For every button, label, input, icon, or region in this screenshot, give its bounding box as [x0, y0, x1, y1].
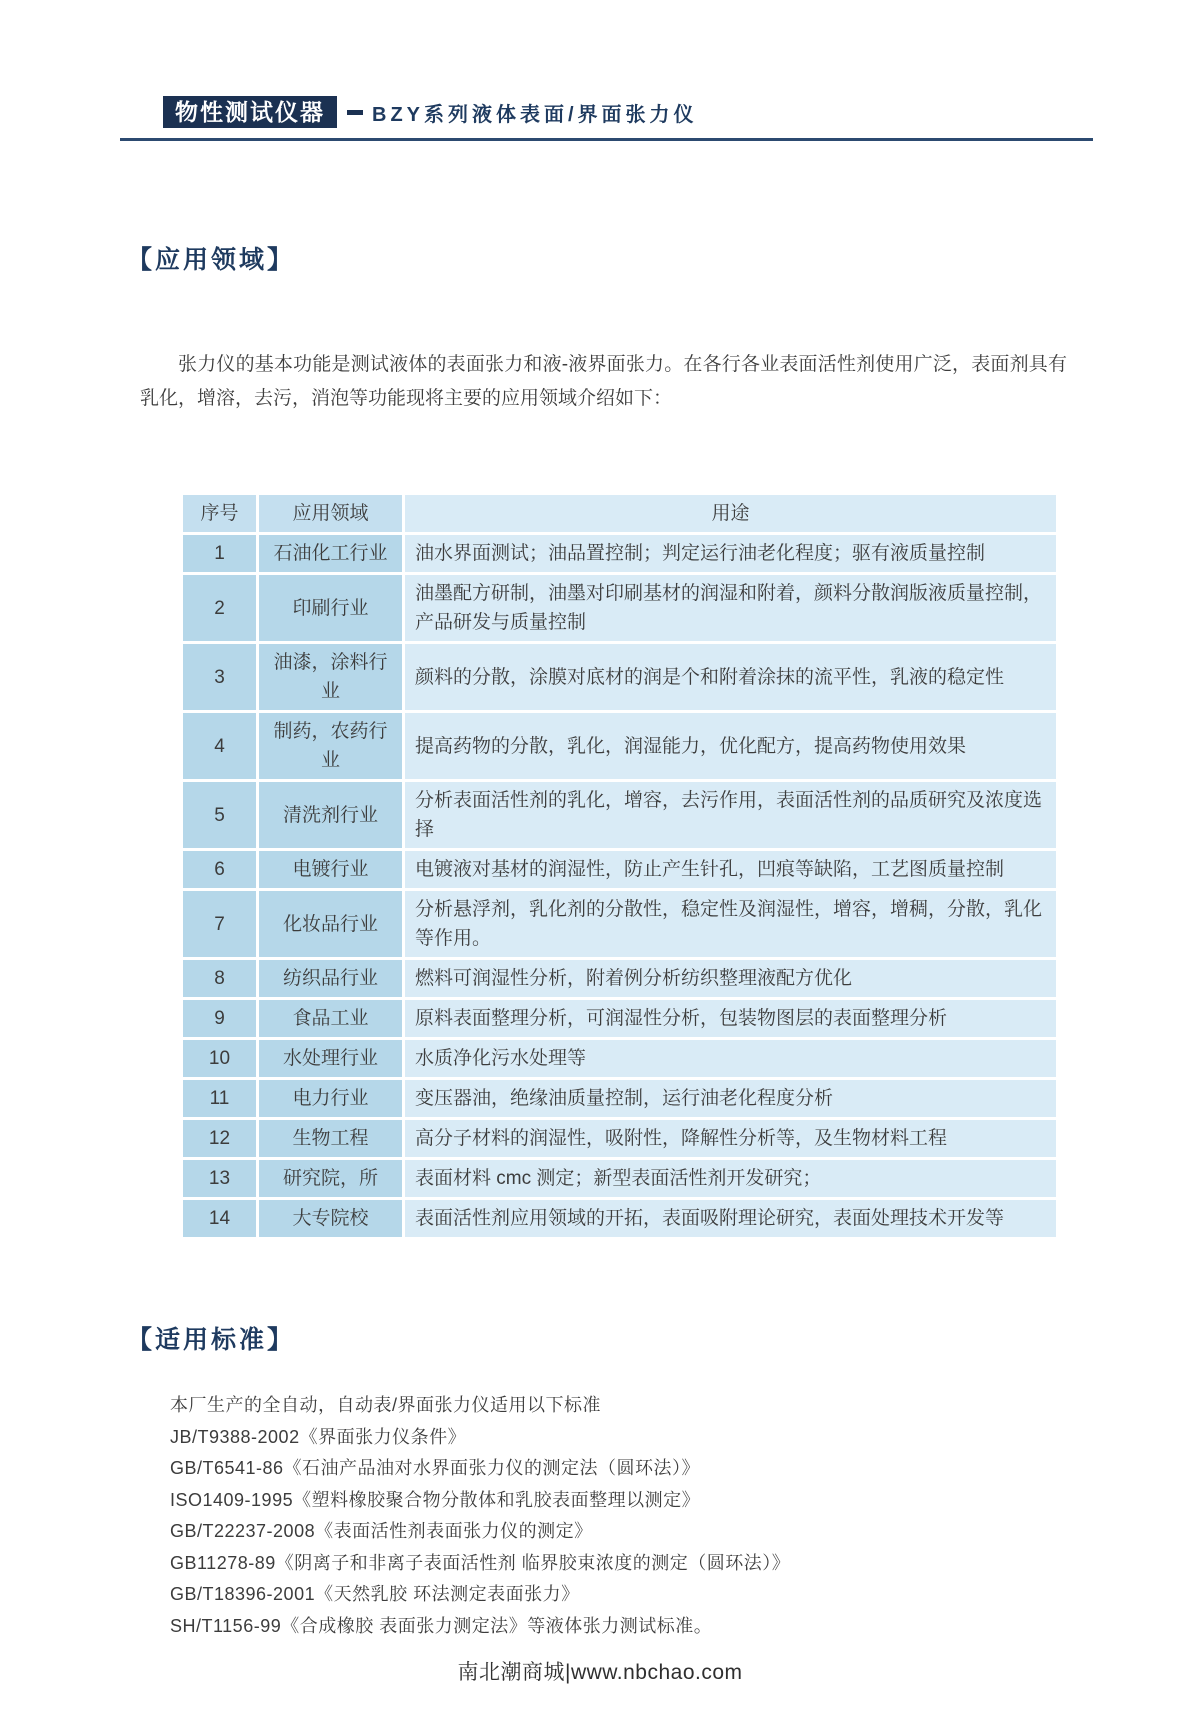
row-index-cell: 8	[182, 959, 258, 999]
row-index-cell: 11	[182, 1079, 258, 1119]
standard-line: GB/T6541-86《石油产品油对水界面张力仪的测定法（圆环法）》	[170, 1458, 701, 1479]
field-cell: 清洗剂行业	[258, 781, 404, 850]
usage-cell: 分析悬浮剂，乳化剂的分散性，稳定性及润湿性，增容，增稠，分散，乳化等作用。	[404, 890, 1058, 959]
table-row	[182, 643, 1058, 712]
usage-cell: 提高药物的分散，乳化，润湿能力，优化配方，提高药物使用效果	[404, 712, 1058, 781]
table-row	[182, 534, 1058, 574]
field-cell: 纺织品行业	[258, 959, 404, 999]
usage-cell: 颜料的分散，涂膜对底材的润是个和附着涂抹的流平性，乳液的稳定性	[404, 643, 1058, 712]
row-index-cell: 6	[182, 850, 258, 890]
field-cell: 大专院校	[258, 1199, 404, 1239]
row-index-cell: 14	[182, 1199, 258, 1239]
application-table-header	[182, 494, 1058, 534]
application-section-heading: 【应用领域】	[127, 246, 296, 275]
table-row	[182, 1199, 1058, 1239]
field-cell: 制药，农药行业	[258, 712, 404, 781]
usage-cell: 表面材料 cmc 测定；新型表面活性剂开发研究；	[404, 1159, 1058, 1199]
usage-cell: 燃料可润湿性分析，附着例分析纺织整理液配方优化	[404, 959, 1058, 999]
dash-icon	[347, 110, 363, 115]
row-index-cell: 13	[182, 1159, 258, 1199]
standard-line: GB11278-89《阴离子和非离子表面活性剂 临界胶束浓度的测定（圆环法）》	[170, 1552, 791, 1573]
table-row	[182, 850, 1058, 890]
table-row	[182, 712, 1058, 781]
usage-cell: 高分子材料的润湿性，吸附性，降解性分析等，及生物材料工程	[404, 1119, 1058, 1159]
standard-line: ISO1409-1995《塑料橡胶聚合物分散体和乳胶表面整理以测定》	[170, 1489, 701, 1510]
row-index-cell: 12	[182, 1119, 258, 1159]
footer-site-credit: 南北潮商城|www.nbchao.com	[457, 1661, 743, 1684]
standard-line: GB/T22237-2008《表面活性剂表面张力仪的测定》	[170, 1521, 593, 1542]
application-table	[180, 492, 1059, 1240]
usage-cell: 水质净化污水处理等	[404, 1039, 1058, 1079]
table-row	[182, 1079, 1058, 1119]
table-row	[182, 1119, 1058, 1159]
row-index-cell: 10	[182, 1039, 258, 1079]
table-row	[182, 781, 1058, 850]
table-row	[182, 1039, 1058, 1079]
field-cell: 电镀行业	[258, 850, 404, 890]
application-intro-paragraph: 张力仪的基本功能是测试液体的表面张力和液-液界面张力。在各行各业表面活性剂使用广泛，表面剂具有乳化，增溶，去污，消泡等功能现将主要的应用领域介绍如下：	[140, 354, 1067, 410]
standard-line: SH/T1156-99《合成橡胶 表面张力测定法》等液体张力测试标准。	[170, 1615, 713, 1636]
field-cell: 食品工业	[258, 999, 404, 1039]
row-index-cell: 3	[182, 643, 258, 712]
table-row	[182, 999, 1058, 1039]
usage-cell: 分析表面活性剂的乳化，增容，去污作用，表面活性剂的品质研究及浓度选择	[404, 781, 1058, 850]
standards-list	[170, 1390, 1080, 1642]
field-cell: 电力行业	[258, 1079, 404, 1119]
usage-cell: 变压器油，绝缘油质量控制，运行油老化程度分析	[404, 1079, 1058, 1119]
field-cell: 生物工程	[258, 1119, 404, 1159]
row-index-cell: 7	[182, 890, 258, 959]
table-row	[182, 574, 1058, 643]
product-series-title: BZY系列液体表面/界面张力仪	[372, 103, 698, 126]
document-page	[0, 96, 1200, 1712]
table-row	[182, 959, 1058, 999]
brand-badge: 物性测试仪器	[163, 96, 337, 128]
column-header-field: 应用领域	[258, 494, 404, 534]
usage-cell: 油墨配方研制，油墨对印刷基材的润湿和附着，颜料分散润版液质量控制，产品研发与质量控制	[404, 574, 1058, 643]
row-index-cell: 4	[182, 712, 258, 781]
usage-cell: 原料表面整理分析，可润湿性分析，包装物图层的表面整理分析	[404, 999, 1058, 1039]
row-index-cell: 9	[182, 999, 258, 1039]
column-header-index: 序号	[182, 494, 258, 534]
field-cell: 化妆品行业	[258, 890, 404, 959]
standard-line: GB/T18396-2001《天然乳胶 环法测定表面张力》	[170, 1584, 580, 1605]
standard-line: JB/T9388-2002《界面张力仪条件》	[170, 1426, 467, 1447]
column-header-usage: 用途	[404, 494, 1058, 534]
field-cell: 石油化工行业	[258, 534, 404, 574]
field-cell: 印刷行业	[258, 574, 404, 643]
table-header-row	[182, 494, 1058, 534]
standard-line: 本厂生产的全自动，自动表/界面张力仪适用以下标准	[170, 1395, 601, 1416]
row-index-cell: 5	[182, 781, 258, 850]
usage-cell: 表面活性剂应用领域的开拓，表面吸附理论研究，表面处理技术开发等	[404, 1199, 1058, 1239]
field-cell: 油漆，涂料行业	[258, 643, 404, 712]
table-row	[182, 890, 1058, 959]
row-index-cell: 1	[182, 534, 258, 574]
header-inner	[163, 96, 1093, 128]
row-index-cell: 2	[182, 574, 258, 643]
standards-section-heading: 【适用标准】	[127, 1326, 296, 1355]
application-table-body	[182, 534, 1058, 1239]
usage-cell: 油水界面测试；油品置控制；判定运行油老化程度；驱有液质量控制	[404, 534, 1058, 574]
field-cell: 水处理行业	[258, 1039, 404, 1079]
field-cell: 研究院，所	[258, 1159, 404, 1199]
usage-cell: 电镀液对基材的润湿性，防止产生针孔，凹痕等缺陷，工艺图质量控制	[404, 850, 1058, 890]
page-header	[120, 96, 1093, 141]
table-row	[182, 1159, 1058, 1199]
